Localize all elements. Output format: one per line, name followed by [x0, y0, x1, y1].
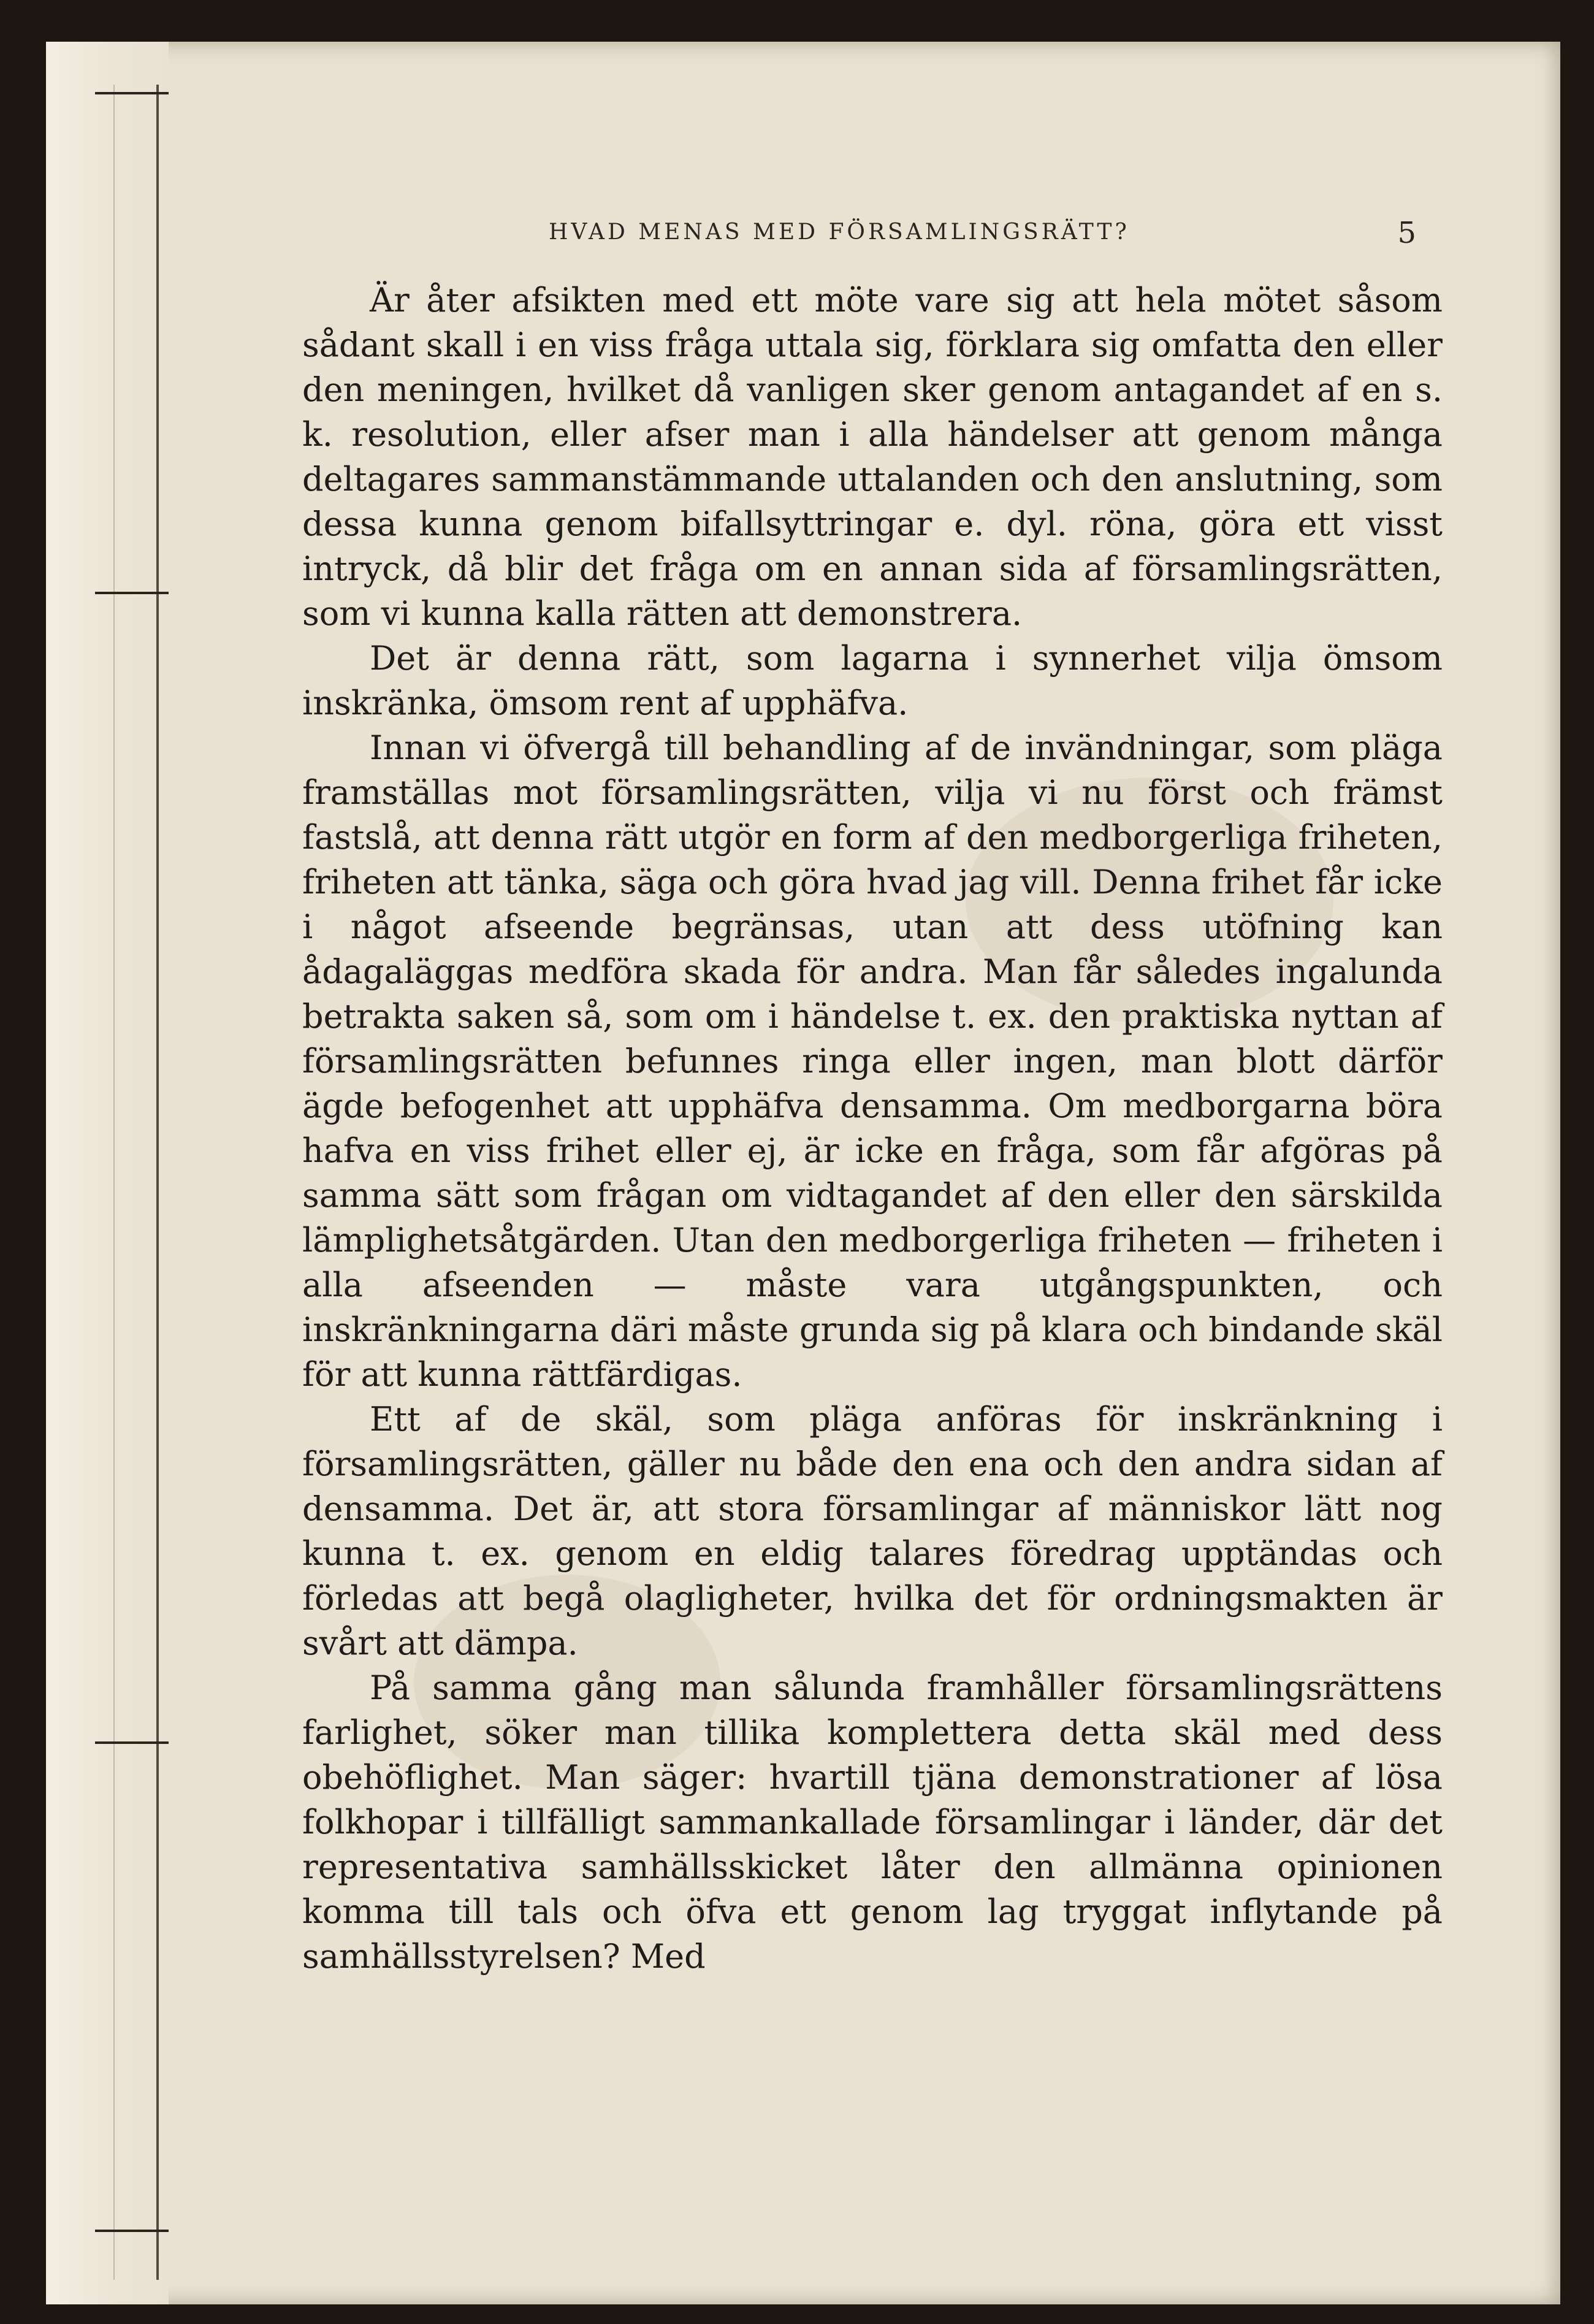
gutter-shadow-line — [113, 85, 115, 2280]
book-page — [46, 42, 1560, 2304]
binding-tick-mark — [95, 1741, 169, 1744]
page-number: 5 — [1397, 216, 1416, 250]
binding-tick-mark — [95, 92, 169, 94]
paragraph: Innan vi öfvergå till behandling af de invändningar, som pläga framställas mot församlingsrätten, vilja vi nu först och främst fastslå, att denna rätt utgör en form af den medborgerliga friheten, friheten att tänka, säga och göra hvad jag vill. Denna frihet får icke i något afseende begränsas, utan att dess utöfning kan ådagaläggas medföra skada för andra. Man får således ingalunda betrakta saken så, som om i händelse t. ex. den praktiska nyttan af församlingsrätten befunnes ringa eller ingen, man blott därför ägde befogenhet att upphäfva densamma. Om medborgarna böra hafva en viss frihet eller ej, är icke en fråga, som får afgöras på samma sätt som frågan om vidtagandet af den eller den särskilda lämplighetsåtgärden. Utan den medborgerliga friheten — friheten i alla afseenden — måste vara utgångspunkten, och inskränkningarna däri måste grunda sig på klara och bindande skäl för att kunna rättfärdigas. — [302, 728, 1443, 1394]
paragraph: Det är denna rätt, som lagarna i synnerhet vilja ömsom inskränka, ömsom rent af upphäfva. — [302, 639, 1443, 722]
body-text — [302, 278, 1443, 1979]
running-header — [288, 216, 1453, 256]
paragraph: På samma gång man sålunda framhåller församlingsrättens farlighet, söker man tillika komplettera detta skäl med dess obehöflighet. Man säger: hvartill tjäna demonstrationer af lösa folkhopar i tillfälligt sammankallade församlingar i länder, där det representativa samhällsskicket låter den allmänna opinionen komma till tals och öfva ett genom lag tryggat inflytande på samhällsstyrelsen? Med — [302, 1668, 1443, 1976]
running-title: HVAD MENAS MED FÖRSAMLINGSRÄTT? — [549, 220, 1130, 245]
binding-tick-mark — [95, 592, 169, 594]
binding-tick-mark — [95, 2230, 169, 2232]
paragraph: Ett af de skäl, som pläga anföras för inskränkning i församlingsrätten, gäller nu både den ena och den andra sidan af densamma. Det är, att stora församlingar af människor lätt nog kunna t. ex. genom en eldig talares föredrag upptändas och förledas att begå olagligheter, hvilka det för ordningsmakten är svårt att dämpa. — [302, 1400, 1443, 1662]
gutter-binding-line — [156, 85, 159, 2280]
page-gutter — [46, 42, 169, 2304]
paragraph: Är åter afsikten med ett möte vare sig att hela mötet såsom sådant skall i en viss fråga uttala sig, förklara sig omfatta den eller den meningen, hvilket då vanligen sker genom antagandet af en s. k. resolution, eller afser man i alla händelser att genom många deltagares sammanstämmande uttalanden och den anslutning, som dessa kunna genom bifallsyttringar e. dyl. röna, göra ett visst intryck, då blir det fråga om en annan sida af församlingsrätten, som vi kunna kalla rätten att demonstrera. — [302, 281, 1443, 633]
